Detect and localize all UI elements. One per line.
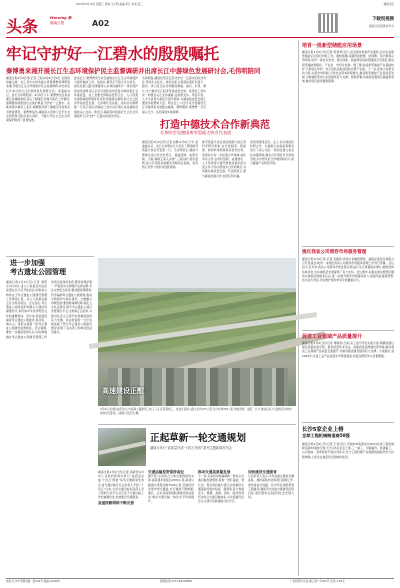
- rail-column-2-text: 据介绍,全省综合立体交通网加快完善,高铁通车里程达2500公里,高速公路通车里程突破7500公里,民航机场实现市州全覆盖,水运通道不断畅通,湘江、沅水等高等级航道建设稳步推进,城乡交通运输一体化水平持续提升。: [148, 474, 194, 504]
- side-news-4-body: 湖南日报4月9日讯(记者 王亮)近日,英国KHL集团发布2024全球工程机械制造商50强排行榜,长沙有5家企业上榜,三一重工、中联重科、铁建重工、山河智能、星邦智能分别位列其中,长沙工程机械产业集群的国际竞争力持续增强,上榜企业数量居全国城市前列。: [302, 442, 394, 459]
- qr-code-icon: [318, 13, 338, 33]
- rail-headline: 正起草新一轮交通规划: [150, 433, 246, 444]
- side-news-1-body: 湖南日报4月9日讯(记者 陈昂昂)近日,省发展改革委印发通知,启动全省新型储能示范项目申报工作。通知明确,将围绕电源侧、电网侧、用户侧等应用场景,培育一批技术先进、模式创新、效益明显的新型储能示范项目,推动新型储能规模化、产业化、市场化发展。据了解,我省新型储能产业基础较好,已形成从材料、电芯到系统集成的较完整产业链。下一步,将加大政策支持力度,完善市场机制,引导社会资本积极参与,推动新型储能产业高质量发展,为构建新型电力系统提供有力支撑。按照部署,各地将加强项目储备和谋划,做好项目建设要素保障。: [302, 50, 394, 84]
- rail-column-1: [98, 470, 144, 576]
- forum-column-2: 弗劳恩霍夫协会是欧洲最大的应用科学研究机构,在先进制造、新能源、新材料等领域具有领先优势。希望双方进一步拓展合作领域,深化务实合作,在科技创新、成果转化、人才培养等方面开展更加紧密的交流合作,打造中德技术合作新典范,共同推动高质量发展。代表团表示,愿与湖南加强合作,实现互利共赢。: [202, 140, 246, 178]
- forum-subheadline: 毛伟明会见德国弗劳恩霍夫协会代表团: [160, 130, 232, 135]
- brand-name: 下载悦视频: [372, 17, 394, 22]
- section-title: 头条: [6, 17, 39, 36]
- side-rule-2: [302, 330, 394, 331]
- side-rule-1: [302, 246, 394, 247]
- rail-column-2: [148, 470, 194, 576]
- brand-subtitle: 湖南日报新媒体平台: [368, 24, 394, 28]
- paper-badge-bottom: 湖南日报: [50, 21, 65, 25]
- rail-column-3-subhead: 推动交通高质量发展: [198, 470, 231, 474]
- photo-sky: [98, 258, 296, 288]
- lead-column-1: 湖南日报4月9日讯(记者 王晗)4月8日至9日,全国政协副主席、农工党中央常务副主席秦博勇率调研组来湘,开展长江生态环境保护民主监督调研,并出席在长沙举办的长江中游绿色发展研讨会。省委副书记、省长毛伟明陪同。4月8日下午,秦博勇先后来到湘江流域株洲段,深入了解湘江治理与保护工作情况,强调要持续推进生态保护修复,守护好一江碧水。在株洲清水塘老工业区,调研组详细了解搬迁改造和生态修复情况。秦博勇指出,湖南深入贯彻习近平生态文明思想,坚持共抓大保护、不搞大开发,长江生态环境保护取得了显著成效。: [6, 76, 70, 123]
- left-story-body: 湖南日报4月9日讯(记者 周阳乐)4月9日,省人大常委会执法检查组在长沙召开座谈会,听取省文物局关于考古遗址公园建设管理工作情况汇报。省人大常委会副主任出席并讲话。会议指出,考古遗址公园是保护和展示大遗址的重要形式,是传承中华优秀传统文化的重要载体。近年来,我省高度重视考古遗址公园建设,炭河里、城头山、里耶古城等一批考古遗址公园建设成效明显。会议强调,要进一步提高思想认识,切实增强做好考古遗址公园建设管理工作的责任感和使命感;要坚持保护第一,严格落实文物保护法律法规,守住文物安全底线;要加强统筹规划,科学编制考古遗址公园规划,推动文物保护与城乡建设、文旅融合协调发展;要创新体制机制,强化人才队伍建设,提升考古遗址公园运营管理水平,让文物真正活起来,为建设社会主义现代化新湖南提供有力支撑。执法检查组一行还实地查看了部分考古遗址公园建设情况,听取了有关部门和单位的意见建议。: [6, 280, 92, 339]
- rail-column-1-subhead: 高速铁路网络不断完善: [98, 501, 134, 506]
- rail-story-rule: [98, 424, 296, 425]
- rail-subheadline: 湖南办举行“高质量完成‘十四五’规划”系列主题新闻发布会: [150, 446, 232, 450]
- side-news-4-headline-1: 长沙5家企业上榜: [302, 427, 344, 433]
- rail-column-3-text: 下一步,全省将加快编制新一轮综合交通运输发展规划,谋划一批打基础、管长远、利全局的重大项目,持续推进交通基础设施补短板、强弱项,着力构建安全、便捷、高效、绿色、经济的现代化综合交通运输体系,为全面建设社会主义现代化新湖南当好先行。: [198, 474, 244, 504]
- photo-caption: 4月9日,常(德)益(阳)长(沙)高速公路建设工地,工人们正抓紧施工。常益长高速公路全长约155公里,设计时速350公里,途经常德、益阳、长沙,建成后将大大缩短沿线城市间的时空距离。(湖南日报记者 摄): [100, 408, 292, 415]
- footer-hotline: 新闻热线:0731-84329800: [160, 580, 192, 583]
- rail-column-1-text: 湖南日报4月9日讯(记者 孙敏坚)4月9日,省政府新闻办举行“高质量完成‘十四五’规划”系列主题新闻发布会,省交通运输厅有关负责人介绍,“十四五”以来,全省交通运输系统深入学习贯彻习近平总书记关于交通运输工作的重要论述,加快建设交通强省。: [98, 470, 144, 500]
- side-news-1-headline: 培育一批新型储能应用场景: [302, 43, 363, 49]
- side-news-2-body: 湖南日报4月9日讯(记者 张颐佳)省地方金融管理局、湖南证监局日前联合召开座谈会,就进一步强化我省公司债券市场服务管理工作进行部署。会议指出,近年来,我省公司债券市场发展态势良好,发行规模稳步增长,融资结构持续优化,为实体经济发展提供了有力支持。会议要求,各相关单位要坚持服务实体经济的根本宗旨,进一步提升债券市场服务能力,加强风险监测预警,压实各方责任,切实维护债券市场平稳健康运行。: [302, 257, 394, 283]
- rail-column-2-subhead: 交通运输投资保持高位: [148, 470, 184, 474]
- paper-badge-top: Morning 新: [50, 16, 72, 20]
- side-news-4-headline-2: 全球工程机械制造商50强: [302, 433, 350, 438]
- top-bar: [6, 2, 394, 10]
- left-story-rule: [6, 256, 94, 257]
- footer-license: 广告经营许可证:湘工商广字001号 定价:1.50元: [290, 580, 345, 583]
- rail-column-4-subhead: 加快建设交通强省: [248, 470, 277, 474]
- side-news-3-headline: 促进工业领域产品质量提升: [302, 334, 363, 340]
- forum-headline: 打造中德技术合作新典范: [160, 120, 270, 131]
- news-photo: [98, 258, 296, 406]
- lead-column-2: 座谈会上,秦博勇充分肯定湖南在长江生态环境保护方面所做的工作。他指出,要坚定不移走生态优先、绿色发展之路,统筹推进山水林田湖草沙一体化保护和系统治理,深入打好污染防治攻坚战,持续改善生态环境质量。农工党要发挥联系医药卫生、人口资源环境领域的界别特色优势,积极建言献策,助力长江经济带高质量发展。毛伟明代表省委、省政府对调研组一行表示欢迎,感谢农工党中央长期以来对湖南发展的关心支持。他表示,湖南将持续抓好长江生态环境保护,扛牢守护一江碧水的政治责任。: [74, 76, 138, 118]
- side-news-3-body: 湖南日报4月9日讯(记者 周帙恒)日前,省工信厅印发实施方案,明确将通过强化质量标准引领、推进质量技术攻关、加强质量品牌建设等举措,推动我省工业领域产品质量全面提升,为制造强省建设提供有力支撑。方案提出,到2025年,全省工业产品质量水平明显提高,质量品牌竞争力显著增强。: [302, 341, 394, 358]
- top-bar-date: 2024年4月10日 星期三 责编:王小明 美编:李红 审读:张三: [76, 3, 143, 6]
- left-story-headline-2: 考古遗址公园管理: [10, 268, 66, 276]
- forum-column-1: 湖南日报4月9日讯(记者 刘勇)4月9日下午,省委副书记、省长毛伟明在长沙会见了德国弗劳恩霍夫协会代表团一行。毛伟明表示,湖南与德国交流合作历史悠久、基础深厚、成果丰硕。当前,湖南正深入实施“三高四新”美好蓝图,着力打造国家重要先进制造业高地、具有核心竞争力的科技创新高地。: [142, 140, 198, 170]
- left-story-headline-1: 进一步加强: [10, 259, 45, 267]
- rail-column-4-text: 与会负责人表示,今年将重点推进长赣高铁、湘桂高铁扩能等项目前期工作,加快常益长铁路、张吉怀沿线配套等工程建设,确保年内完成交通建设投资目标,更好服务全省经济社会发展大局。: [248, 474, 294, 500]
- footer-address: 地址:长沙市芙蓉中路一段442号 邮编:410005: [6, 580, 60, 583]
- photo-overlay-text: 高速建设正酣: [102, 387, 144, 395]
- footer-rule: [6, 578, 394, 579]
- paper-badge: [50, 16, 80, 30]
- rail-column-4: [248, 470, 294, 576]
- page-header: [6, 10, 394, 38]
- lead-headline: 牢记守护好一江碧水的殷殷嘱托: [6, 45, 219, 63]
- lead-subheadline: 秦博勇来湘开展长江生态环境保护民主监督调研并出席长江中游绿色发展研讨会,毛伟明陪同: [6, 68, 261, 75]
- rail-column-3: [198, 470, 244, 576]
- side-rule-3: [302, 422, 394, 423]
- side-news-2-headline: 强化我省公司债券市场服务管理: [302, 250, 367, 255]
- rail-photo: [98, 428, 146, 466]
- rail-photo-bridge: [98, 441, 146, 455]
- page-number: A02: [92, 19, 110, 28]
- forum-column-3: 省领导陪同会见。会上,双方就深化科研合作、共建联合实验室等事宜进行了深入交流,一致同意建立常态化沟通机制,推动合作项目早日落地见效,为中德友好合作增添新动力,助力湖南产业转型升级。: [250, 140, 294, 166]
- top-bar-paper: 湖南日报: [383, 3, 394, 6]
- lead-column-3: 毛伟明说,湖南将坚定扛起守护好一江碧水的政治责任,坚持生态优先、绿色发展,以更高标准打好蓝天、碧水、净土保卫战,协同推进降碳、减污、扩绿、增长,全力推动长江经济带高质量发展。希望农工党中央一如既往关心支持湖南,在政策支持、项目引进、人才交流等方面给予更多帮助,为湖南高质量发展汇聚更多智慧和力量。研讨会上,与会专家学者围绕长江中游绿色发展建言献策。调研期间,秦博勇一行还深入长沙、岳阳等地实地调研。: [142, 76, 206, 114]
- sidebar-divider: [298, 40, 299, 576]
